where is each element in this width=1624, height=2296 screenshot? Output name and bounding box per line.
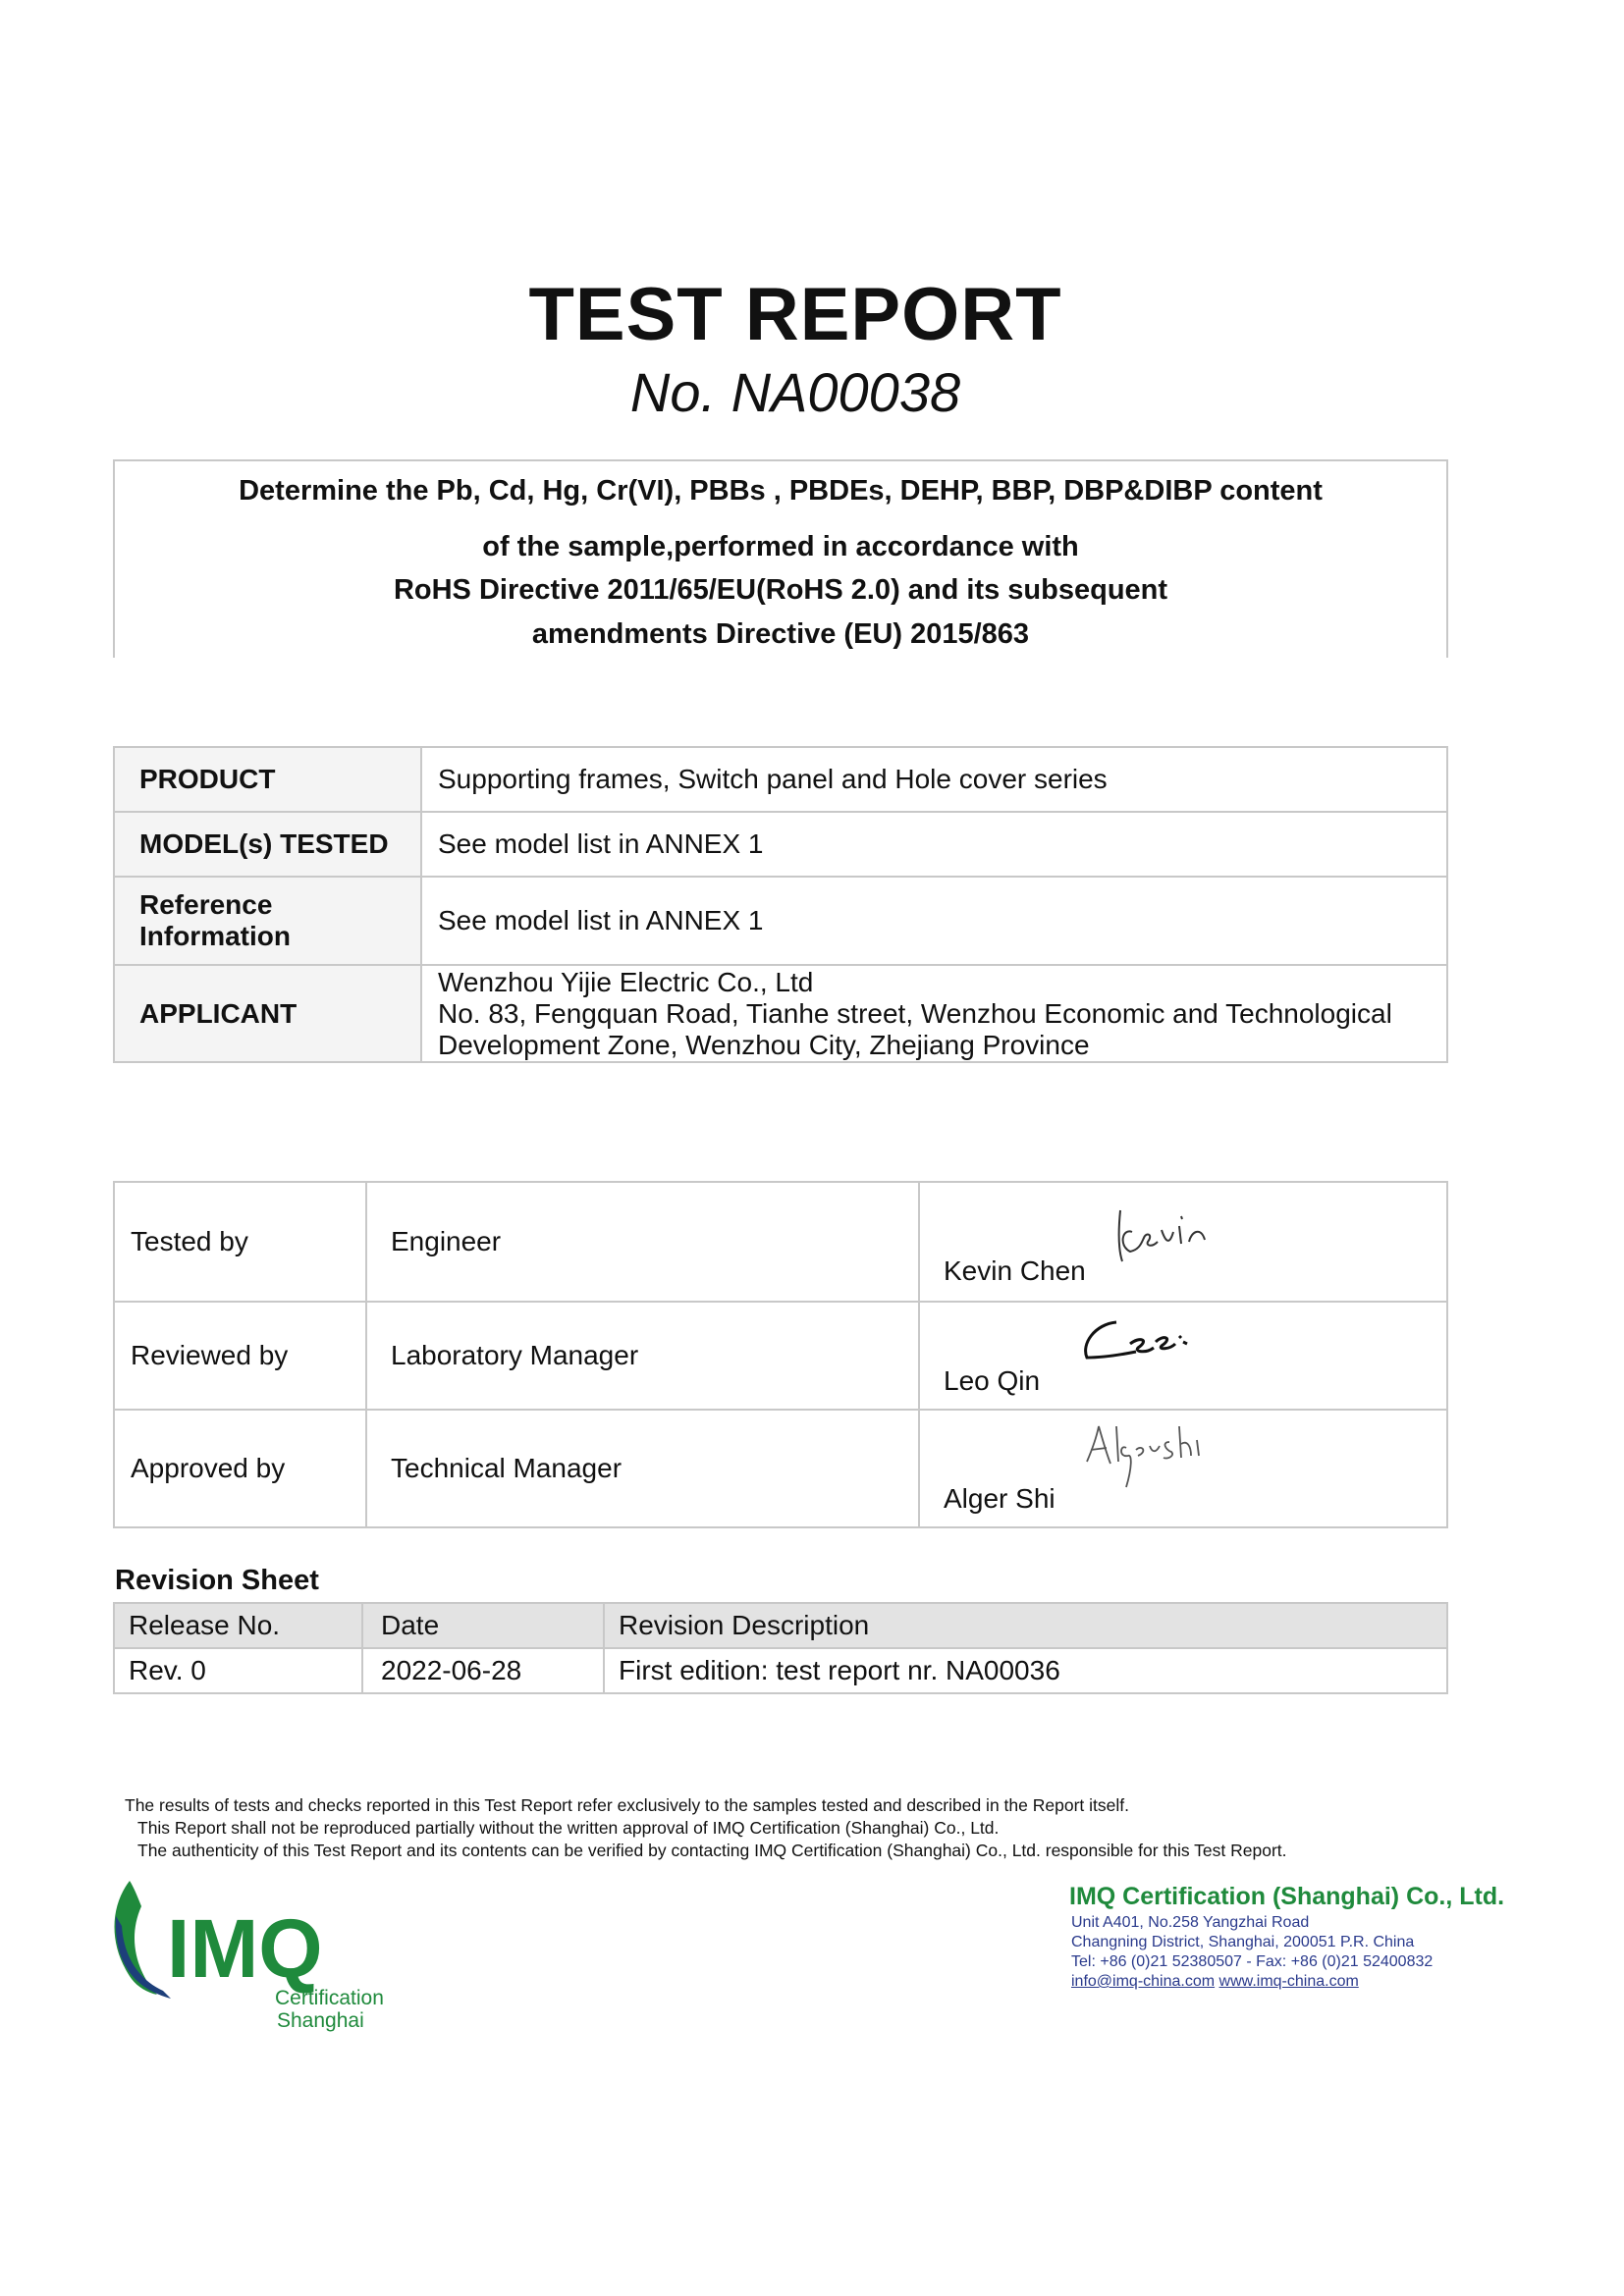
imq-logo — [108, 1877, 412, 2034]
signature-role: Tested by — [114, 1182, 366, 1302]
logo-sub-2: Shanghai — [277, 2009, 364, 2032]
description-cell: First edition: test report nr. NA00036 — [604, 1648, 1447, 1693]
report-title: TEST REPORT — [528, 273, 1062, 356]
table-row — [114, 1410, 1447, 1527]
signature-title: Laboratory Manager — [366, 1302, 919, 1410]
column-header-date: Date — [362, 1603, 604, 1648]
model-value: See model list in ANNEX 1 — [421, 812, 1447, 877]
signature-table — [113, 1181, 1448, 1528]
signature-role: Reviewed by — [114, 1302, 366, 1410]
logo-mark: IMQ — [167, 1902, 323, 1995]
logo-sub-1: Certification — [275, 1987, 384, 2009]
table-row — [114, 1648, 1447, 1693]
reference-value: See model list in ANNEX 1 — [421, 877, 1447, 965]
product-label: PRODUCT — [114, 747, 421, 812]
reference-label-line-1: Reference — [139, 889, 273, 920]
table-row — [114, 747, 1447, 812]
table-row — [114, 812, 1447, 877]
handwritten-signature-icon — [1112, 1202, 1230, 1271]
release-cell: Rev. 0 — [114, 1648, 362, 1693]
address-line-1: Unit A401, No.258 Yangzhai Road — [1071, 1914, 1310, 1931]
signature-title: Technical Manager — [366, 1410, 919, 1527]
applicant-line-2: No. 83, Fengquan Road, Tianhe street, Wenzhou Economic and Technological — [438, 997, 1392, 1029]
company-address — [1071, 1913, 1433, 1992]
handwritten-signature-icon — [1077, 1418, 1205, 1497]
table-row — [114, 1182, 1447, 1302]
model-label: MODEL(s) TESTED — [114, 812, 421, 877]
signature-cell — [919, 1182, 1447, 1302]
scope-line-4: amendments Directive (EU) 2015/863 — [531, 618, 1030, 650]
date-cell: 2022-06-28 — [362, 1648, 604, 1693]
product-value: Supporting frames, Switch panel and Hole cover series — [421, 747, 1447, 812]
column-header-release: Release No. — [114, 1603, 362, 1648]
website-link[interactable]: www.imq-china.com — [1218, 1973, 1359, 1990]
signer-name: Kevin Chen — [944, 1255, 1086, 1286]
signature-cell — [919, 1302, 1447, 1410]
links-line — [1071, 1972, 1433, 1992]
product-info-table — [113, 746, 1448, 1063]
address-line-2: Changning District, Shanghai, 200051 P.R. China — [1071, 1934, 1415, 1950]
signature-title: Engineer — [366, 1182, 919, 1302]
handwritten-signature-icon — [1077, 1314, 1215, 1373]
signature-cell — [919, 1410, 1447, 1527]
report-number: No. NA00038 — [629, 361, 961, 423]
scope-line-2: of the sample,performed in accordance with — [482, 531, 1079, 562]
scope-line-3: RoHS Directive 2011/65/EU(RoHS 2.0) and its subsequent — [393, 574, 1168, 606]
applicant-line-3: Development Zone, Wenzhou City, Zhejiang Province — [438, 1029, 1090, 1060]
table-header-row — [114, 1603, 1447, 1648]
company-name: IMQ Certification (Shanghai) Co., Ltd. — [1069, 1883, 1505, 1910]
disclaimer — [125, 1794, 1287, 1862]
table-row — [114, 1302, 1447, 1410]
signer-name: Alger Shi — [944, 1483, 1056, 1514]
disclaimer-line-1: The results of tests and checks reported in this Test Report refer exclusively to the samples tested and described in the Report itself. — [125, 1795, 1129, 1815]
disclaimer-line-2: This Report shall not be reproduced partially without the written approval of IMQ Certification (Shanghai) Co., Ltd. — [137, 1818, 1000, 1838]
table-row — [114, 877, 1447, 965]
signer-name: Leo Qin — [944, 1365, 1041, 1396]
scope-line-1: Determine the Pb, Cd, Hg, Cr(VI), PBBs , PBDEs, DEHP, BBP, DBP&DIBP content — [239, 475, 1323, 507]
applicant-value — [421, 965, 1447, 1062]
disclaimer-line-3: The authenticity of this Test Report and its contents can be verified by contacting IMQ Certification (Shanghai) Co., Ltd. responsible for this Test Report. — [137, 1841, 1287, 1860]
contact-line: Tel: +86 (0)21 52380507 - Fax: +86 (0)21 52400832 — [1071, 1953, 1434, 1970]
column-header-description: Revision Description — [604, 1603, 1447, 1648]
revision-table — [113, 1602, 1448, 1694]
scope-box — [113, 459, 1448, 658]
reference-label — [114, 877, 421, 965]
signature-role: Approved by — [114, 1410, 366, 1527]
table-row — [114, 965, 1447, 1062]
revision-sheet-title: Revision Sheet — [115, 1565, 319, 1596]
reference-label-line-2: Information — [139, 921, 291, 951]
email-link[interactable]: info@imq-china.com — [1071, 1973, 1216, 1990]
applicant-line-1: Wenzhou Yijie Electric Co., Ltd — [438, 966, 814, 997]
applicant-label: APPLICANT — [114, 965, 421, 1062]
